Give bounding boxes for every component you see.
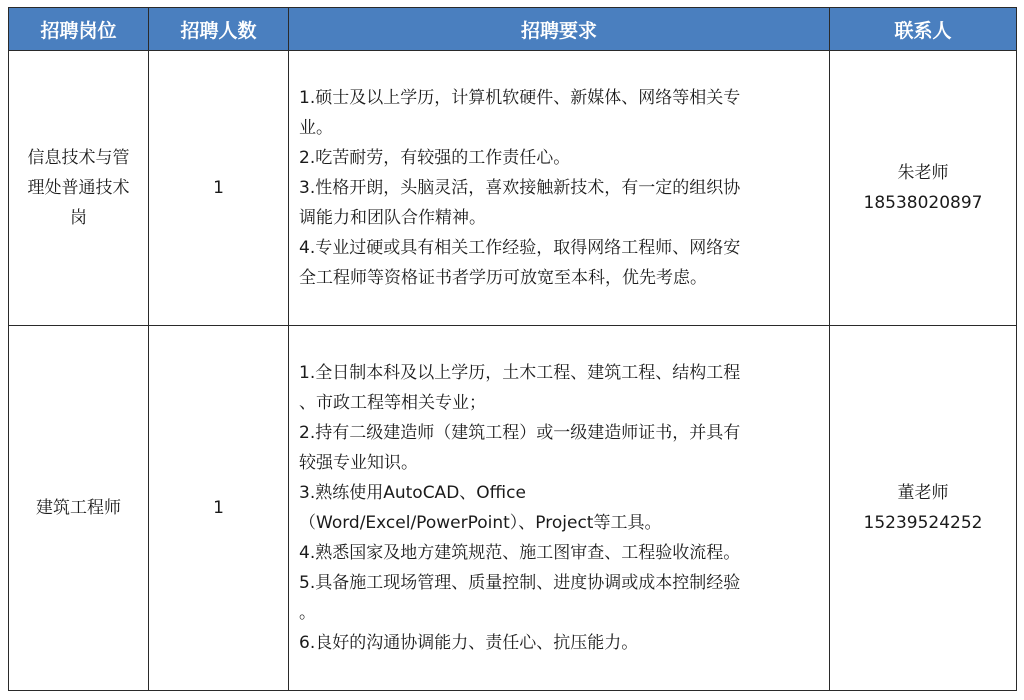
requirement-line: 4.专业过硬或具有相关工作经验，取得网络工程师、网络安 (299, 238, 741, 258)
requirement-line: 5.具备施工现场管理、质量控制、进度协调或成本控制经验 (299, 573, 741, 593)
table-row (9, 326, 1017, 691)
requirement-line: 较强专业知识。 (299, 453, 418, 473)
count-cell: 1 (149, 326, 289, 691)
header-position: 招聘岗位 (9, 8, 149, 51)
position-text: 理处普通技术 (27, 178, 130, 198)
requirement-line: 3.性格开朗，头脑灵活，喜欢接触新技术，有一定的组织协 (299, 178, 741, 198)
position-text: 岗 (70, 208, 87, 228)
header-count: 招聘人数 (149, 8, 289, 51)
requirement-line: 调能力和团队合作精神。 (299, 208, 486, 228)
requirement-line: 2.吃苦耐劳，有较强的工作责任心。 (299, 148, 571, 168)
requirement-line: 6.良好的沟通协调能力、责任心、抗压能力。 (299, 633, 639, 653)
position-text: 信息技术与管 (27, 148, 130, 168)
header-requirements: 招聘要求 (289, 8, 830, 51)
table-row (9, 51, 1017, 326)
contact-name: 朱老师 (897, 163, 949, 183)
requirements-cell (289, 326, 830, 691)
requirement-line: 1.硕士及以上学历，计算机软硬件、新媒体、网络等相关专 (299, 88, 741, 108)
header-contact: 联系人 (830, 8, 1017, 51)
requirement-line: （Word/Excel/PowerPoint）、Project等工具。 (299, 513, 662, 533)
contact-name: 董老师 (897, 483, 949, 503)
requirement-line: 3.熟练使用AutoCAD、Office (299, 483, 526, 503)
contact-cell (830, 326, 1017, 691)
header-row (9, 8, 1017, 51)
contact-phone: 18538020897 (863, 193, 983, 213)
count-cell: 1 (149, 51, 289, 326)
requirement-line: 1.全日制本科及以上学历，土木工程、建筑工程、结构工程 (299, 363, 741, 383)
contact-phone: 15239524252 (863, 513, 983, 533)
requirement-line: 业。 (299, 118, 333, 138)
requirement-line: 。 (299, 603, 316, 623)
requirement-line: 2.持有二级建造师（建筑工程）或一级建造师证书，并具有 (299, 423, 741, 443)
requirement-line: 全工程师等资格证书者学历可放宽至本科，优先考虑。 (299, 268, 707, 288)
requirement-line: 4.熟悉国家及地方建筑规范、施工图审查、工程验收流程。 (299, 543, 741, 563)
position-cell (9, 326, 149, 691)
contact-cell (830, 51, 1017, 326)
requirements-cell (289, 51, 830, 326)
requirement-line: 、市政工程等相关专业； (299, 393, 486, 413)
recruitment-table (8, 7, 1017, 691)
position-text: 建筑工程师 (36, 498, 121, 518)
position-cell (9, 51, 149, 326)
